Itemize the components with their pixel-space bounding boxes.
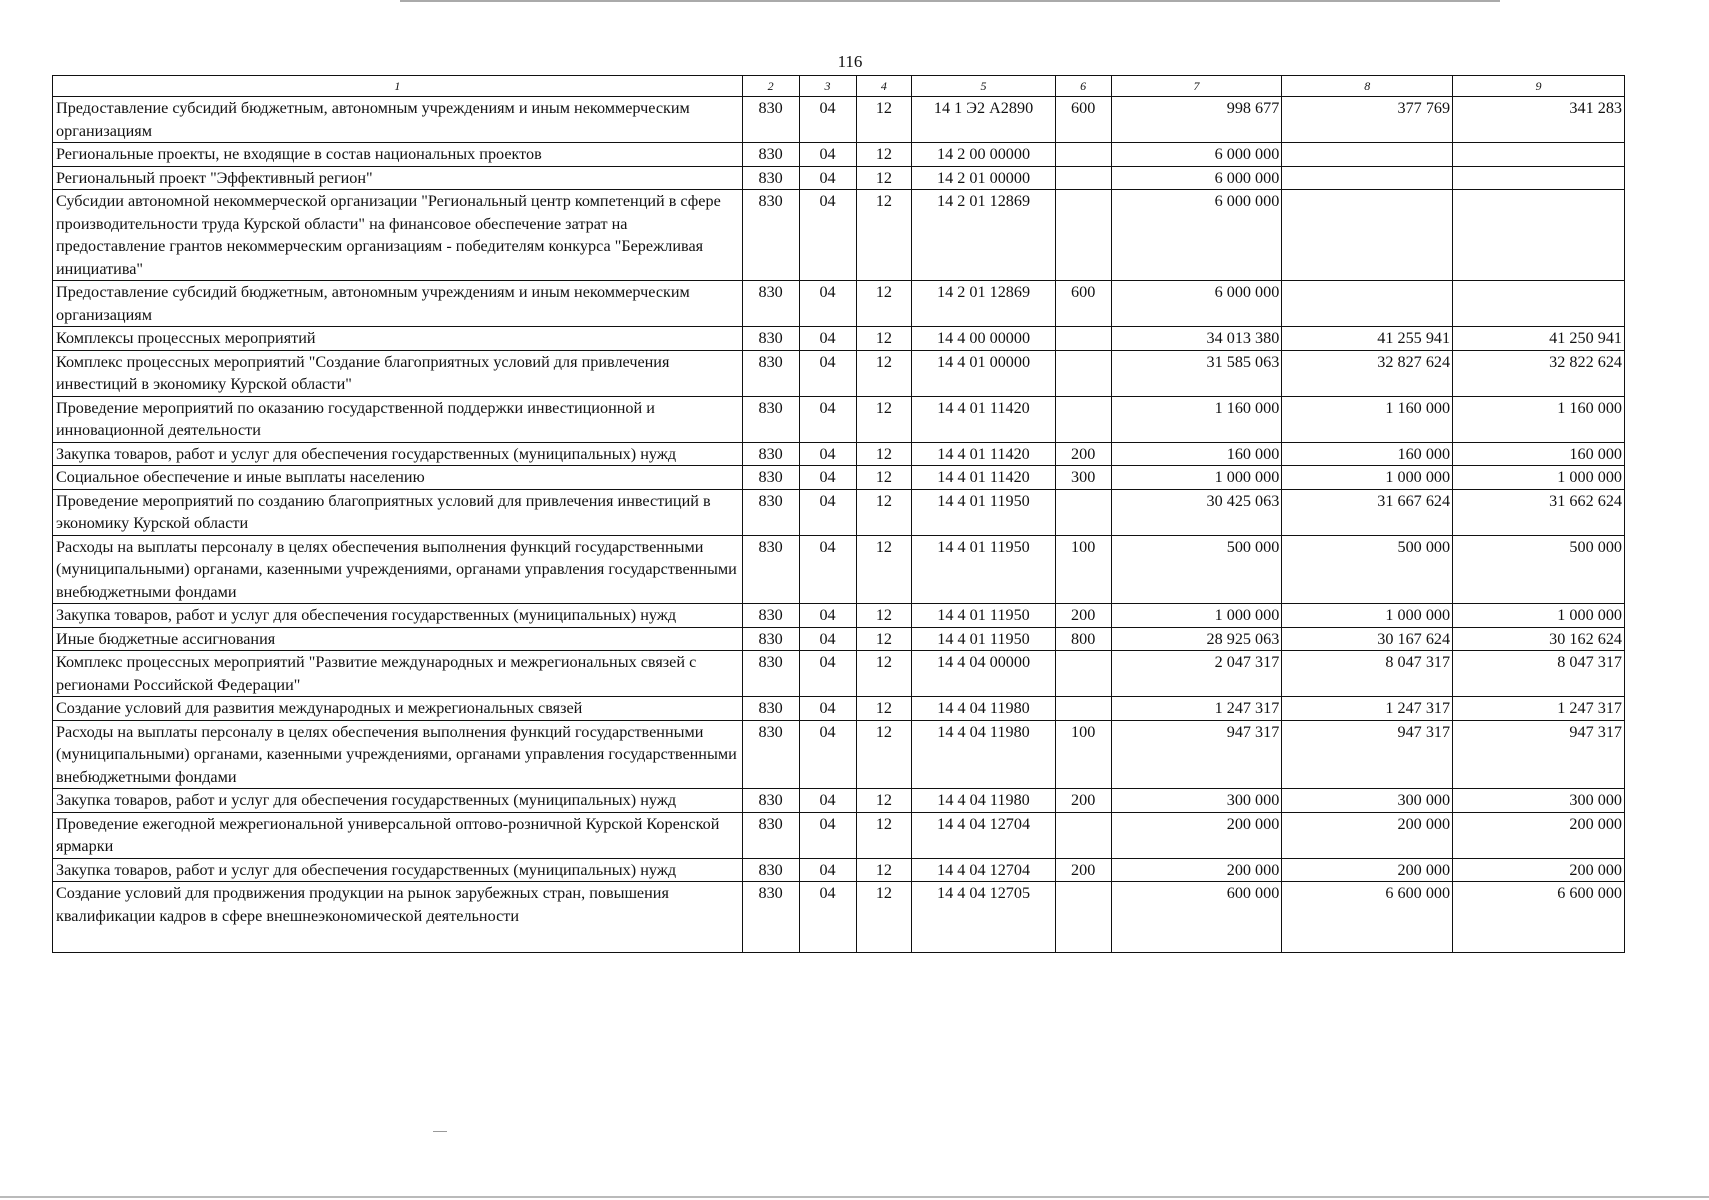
row-name: Создание условий для продвижения продукции на рынок зарубежных стран, повышения квалификации кадров в сфере внешнеэкономической деятельности [53, 882, 743, 953]
cell-amount-col9 [1453, 143, 1625, 167]
cell-admin-code: 830 [742, 489, 799, 535]
cell-expense-type [1055, 489, 1111, 535]
cell-target-article: 14 4 04 11980 [912, 789, 1055, 813]
table-row [53, 882, 1625, 953]
cell-amount-col7: 30 425 063 [1111, 489, 1282, 535]
scan-mark [433, 1131, 447, 1132]
cell-amount-col9 [1453, 190, 1625, 281]
cell-target-article: 14 4 01 00000 [912, 350, 1055, 396]
cell-amount-col8: 377 769 [1282, 97, 1453, 143]
header-col-1: 1 [53, 76, 743, 97]
cell-section: 04 [799, 396, 856, 442]
cell-expense-type [1055, 327, 1111, 351]
cell-target-article: 14 2 01 12869 [912, 281, 1055, 327]
cell-amount-col9: 300 000 [1453, 789, 1625, 813]
row-name: Закупка товаров, работ и услуг для обеспечения государственных (муниципальных) нужд [53, 442, 743, 466]
table-row [53, 535, 1625, 604]
header-col-3: 3 [799, 76, 856, 97]
cell-section: 04 [799, 789, 856, 813]
cell-amount-col9: 1 247 317 [1453, 697, 1625, 721]
cell-target-article: 14 2 01 12869 [912, 190, 1055, 281]
cell-amount-col9: 500 000 [1453, 535, 1625, 604]
cell-section: 04 [799, 651, 856, 697]
header-col-2: 2 [742, 76, 799, 97]
cell-admin-code: 830 [742, 720, 799, 789]
cell-target-article: 14 2 00 00000 [912, 143, 1055, 167]
budget-table [52, 75, 1625, 953]
table-row [53, 489, 1625, 535]
cell-subsection: 12 [856, 535, 912, 604]
cell-amount-col9: 200 000 [1453, 812, 1625, 858]
cell-amount-col8: 1 000 000 [1282, 466, 1453, 490]
cell-subsection: 12 [856, 489, 912, 535]
cell-admin-code: 830 [742, 627, 799, 651]
cell-section: 04 [799, 535, 856, 604]
cell-admin-code: 830 [742, 190, 799, 281]
cell-admin-code: 830 [742, 697, 799, 721]
cell-target-article: 14 4 04 00000 [912, 651, 1055, 697]
cell-subsection: 12 [856, 281, 912, 327]
row-name: Комплекс процессных мероприятий "Развитие международных и межрегиональных связей с регионами Российской Федерации" [53, 651, 743, 697]
cell-amount-col9: 200 000 [1453, 858, 1625, 882]
header-col-9: 9 [1453, 76, 1625, 97]
table-row [53, 789, 1625, 813]
row-name: Комплекс процессных мероприятий "Создание благоприятных условий для привлечения инвестиций в экономику Курской области" [53, 350, 743, 396]
header-row [53, 76, 1625, 97]
cell-expense-type [1055, 812, 1111, 858]
cell-amount-col8: 300 000 [1282, 789, 1453, 813]
cell-amount-col8 [1282, 143, 1453, 167]
cell-admin-code: 830 [742, 97, 799, 143]
cell-section: 04 [799, 143, 856, 167]
cell-amount-col9: 32 822 624 [1453, 350, 1625, 396]
row-name: Комплексы процессных мероприятий [53, 327, 743, 351]
cell-target-article: 14 4 04 11980 [912, 697, 1055, 721]
cell-amount-col8: 160 000 [1282, 442, 1453, 466]
cell-amount-col8: 30 167 624 [1282, 627, 1453, 651]
cell-amount-col9: 6 600 000 [1453, 882, 1625, 953]
cell-amount-col8: 947 317 [1282, 720, 1453, 789]
table-row [53, 651, 1625, 697]
cell-expense-type: 600 [1055, 281, 1111, 327]
row-name: Проведение мероприятий по созданию благоприятных условий для привлечения инвестиций в экономику Курской области [53, 489, 743, 535]
cell-expense-type [1055, 697, 1111, 721]
cell-section: 04 [799, 166, 856, 190]
cell-subsection: 12 [856, 327, 912, 351]
cell-amount-col8: 32 827 624 [1282, 350, 1453, 396]
cell-section: 04 [799, 697, 856, 721]
table-row [53, 720, 1625, 789]
cell-admin-code: 830 [742, 882, 799, 953]
table-row [53, 327, 1625, 351]
cell-amount-col9: 30 162 624 [1453, 627, 1625, 651]
cell-subsection: 12 [856, 350, 912, 396]
cell-expense-type [1055, 350, 1111, 396]
cell-amount-col8: 1 247 317 [1282, 697, 1453, 721]
cell-admin-code: 830 [742, 789, 799, 813]
table-row [53, 396, 1625, 442]
cell-amount-col8 [1282, 190, 1453, 281]
cell-target-article: 14 4 01 11950 [912, 604, 1055, 628]
cell-expense-type: 600 [1055, 97, 1111, 143]
cell-amount-col8: 200 000 [1282, 858, 1453, 882]
cell-amount-col7: 6 000 000 [1111, 143, 1282, 167]
row-name: Предоставление субсидий бюджетным, автономным учреждениям и иным некоммерческим организациям [53, 281, 743, 327]
cell-target-article: 14 4 04 12704 [912, 858, 1055, 882]
cell-subsection: 12 [856, 190, 912, 281]
cell-amount-col8: 8 047 317 [1282, 651, 1453, 697]
table-row [53, 350, 1625, 396]
cell-amount-col7: 200 000 [1111, 858, 1282, 882]
cell-amount-col7: 31 585 063 [1111, 350, 1282, 396]
cell-admin-code: 830 [742, 442, 799, 466]
cell-amount-col8: 41 255 941 [1282, 327, 1453, 351]
scan-edge-bottom [0, 1196, 1709, 1198]
cell-amount-col8: 31 667 624 [1282, 489, 1453, 535]
cell-subsection: 12 [856, 604, 912, 628]
row-name: Создание условий для развития международных и межрегиональных связей [53, 697, 743, 721]
row-name: Субсидии автономной некоммерческой организации "Региональный центр компетенций в сфере производительности труда Курской области" на финансовое обеспечение затрат на предоставление грантов некоммерческим организациям - победителям конкурса "Бережливая инициатива" [53, 190, 743, 281]
cell-target-article: 14 4 01 11950 [912, 535, 1055, 604]
cell-admin-code: 830 [742, 604, 799, 628]
cell-target-article: 14 4 04 12705 [912, 882, 1055, 953]
header-col-5: 5 [912, 76, 1055, 97]
cell-admin-code: 830 [742, 166, 799, 190]
cell-amount-col8: 6 600 000 [1282, 882, 1453, 953]
cell-admin-code: 830 [742, 281, 799, 327]
table-row [53, 697, 1625, 721]
cell-subsection: 12 [856, 396, 912, 442]
cell-target-article: 14 1 Э2 А2890 [912, 97, 1055, 143]
cell-amount-col7: 6 000 000 [1111, 281, 1282, 327]
table-row [53, 604, 1625, 628]
cell-admin-code: 830 [742, 651, 799, 697]
cell-target-article: 14 4 04 12704 [912, 812, 1055, 858]
table-row [53, 166, 1625, 190]
cell-expense-type [1055, 143, 1111, 167]
cell-admin-code: 830 [742, 812, 799, 858]
cell-amount-col9: 41 250 941 [1453, 327, 1625, 351]
cell-expense-type [1055, 166, 1111, 190]
cell-target-article: 14 4 01 11420 [912, 442, 1055, 466]
row-name: Региональный проект "Эффективный регион" [53, 166, 743, 190]
cell-subsection: 12 [856, 166, 912, 190]
cell-amount-col9: 947 317 [1453, 720, 1625, 789]
cell-expense-type [1055, 190, 1111, 281]
cell-expense-type [1055, 396, 1111, 442]
cell-section: 04 [799, 442, 856, 466]
row-name: Закупка товаров, работ и услуг для обеспечения государственных (муниципальных) нужд [53, 858, 743, 882]
cell-admin-code: 830 [742, 858, 799, 882]
table-body [53, 97, 1625, 953]
row-name: Социальное обеспечение и иные выплаты населению [53, 466, 743, 490]
cell-subsection: 12 [856, 97, 912, 143]
cell-admin-code: 830 [742, 535, 799, 604]
cell-expense-type: 800 [1055, 627, 1111, 651]
table-row [53, 858, 1625, 882]
cell-section: 04 [799, 627, 856, 651]
cell-amount-col7: 6 000 000 [1111, 190, 1282, 281]
header-col-4: 4 [856, 76, 912, 97]
scan-edge-top [400, 0, 1500, 2]
cell-admin-code: 830 [742, 143, 799, 167]
budget-table-container [52, 75, 1625, 953]
table-row [53, 442, 1625, 466]
row-name: Закупка товаров, работ и услуг для обеспечения государственных (муниципальных) нужд [53, 789, 743, 813]
cell-expense-type [1055, 882, 1111, 953]
cell-amount-col9 [1453, 281, 1625, 327]
cell-amount-col7: 160 000 [1111, 442, 1282, 466]
cell-target-article: 14 4 01 11950 [912, 489, 1055, 535]
cell-admin-code: 830 [742, 350, 799, 396]
cell-amount-col7: 1 247 317 [1111, 697, 1282, 721]
cell-subsection: 12 [856, 627, 912, 651]
cell-amount-col8 [1282, 166, 1453, 190]
header-col-7: 7 [1111, 76, 1282, 97]
cell-target-article: 14 4 01 11420 [912, 396, 1055, 442]
cell-amount-col7: 300 000 [1111, 789, 1282, 813]
cell-expense-type: 200 [1055, 442, 1111, 466]
cell-target-article: 14 4 00 00000 [912, 327, 1055, 351]
cell-amount-col9: 31 662 624 [1453, 489, 1625, 535]
cell-expense-type: 100 [1055, 535, 1111, 604]
cell-subsection: 12 [856, 651, 912, 697]
row-name: Расходы на выплаты персоналу в целях обеспечения выполнения функций государственными (муниципальными) органами, казенными учреждениями, органами управления государственными внебюджетными фондами [53, 720, 743, 789]
table-row [53, 143, 1625, 167]
table-row [53, 97, 1625, 143]
cell-subsection: 12 [856, 789, 912, 813]
cell-expense-type [1055, 651, 1111, 697]
cell-amount-col7: 947 317 [1111, 720, 1282, 789]
cell-amount-col9: 341 283 [1453, 97, 1625, 143]
cell-amount-col7: 1 160 000 [1111, 396, 1282, 442]
cell-amount-col7: 998 677 [1111, 97, 1282, 143]
cell-section: 04 [799, 812, 856, 858]
cell-amount-col7: 600 000 [1111, 882, 1282, 953]
cell-admin-code: 830 [742, 466, 799, 490]
cell-amount-col9: 1 000 000 [1453, 466, 1625, 490]
row-name: Расходы на выплаты персоналу в целях обеспечения выполнения функций государственными (муниципальными) органами, казенными учреждениями, органами управления государственными внебюджетными фондами [53, 535, 743, 604]
cell-amount-col7: 34 013 380 [1111, 327, 1282, 351]
row-name: Предоставление субсидий бюджетным, автономным учреждениям и иным некоммерческим организациям [53, 97, 743, 143]
cell-subsection: 12 [856, 697, 912, 721]
cell-section: 04 [799, 190, 856, 281]
table-row [53, 627, 1625, 651]
cell-amount-col8 [1282, 281, 1453, 327]
cell-amount-col8: 500 000 [1282, 535, 1453, 604]
row-name: Региональные проекты, не входящие в состав национальных проектов [53, 143, 743, 167]
cell-subsection: 12 [856, 812, 912, 858]
cell-amount-col7: 1 000 000 [1111, 604, 1282, 628]
row-name: Проведение мероприятий по оказанию государственной поддержки инвестиционной и инновационной деятельности [53, 396, 743, 442]
page-number: 116 [837, 52, 863, 71]
cell-amount-col9: 8 047 317 [1453, 651, 1625, 697]
cell-section: 04 [799, 97, 856, 143]
cell-subsection: 12 [856, 143, 912, 167]
cell-amount-col7: 6 000 000 [1111, 166, 1282, 190]
cell-amount-col8: 200 000 [1282, 812, 1453, 858]
cell-section: 04 [799, 281, 856, 327]
cell-section: 04 [799, 466, 856, 490]
cell-amount-col9: 1 000 000 [1453, 604, 1625, 628]
table-row [53, 281, 1625, 327]
cell-target-article: 14 4 01 11950 [912, 627, 1055, 651]
cell-subsection: 12 [856, 882, 912, 953]
cell-expense-type: 100 [1055, 720, 1111, 789]
cell-amount-col7: 2 047 317 [1111, 651, 1282, 697]
cell-admin-code: 830 [742, 396, 799, 442]
cell-expense-type: 300 [1055, 466, 1111, 490]
cell-expense-type: 200 [1055, 858, 1111, 882]
cell-amount-col8: 1 160 000 [1282, 396, 1453, 442]
cell-target-article: 14 4 01 11420 [912, 466, 1055, 490]
cell-amount-col9: 160 000 [1453, 442, 1625, 466]
row-name: Иные бюджетные ассигнования [53, 627, 743, 651]
cell-amount-col9 [1453, 166, 1625, 190]
cell-amount-col8: 1 000 000 [1282, 604, 1453, 628]
cell-amount-col7: 500 000 [1111, 535, 1282, 604]
cell-expense-type: 200 [1055, 789, 1111, 813]
cell-amount-col7: 1 000 000 [1111, 466, 1282, 490]
cell-section: 04 [799, 858, 856, 882]
cell-section: 04 [799, 489, 856, 535]
cell-target-article: 14 4 04 11980 [912, 720, 1055, 789]
header-col-8: 8 [1282, 76, 1453, 97]
cell-subsection: 12 [856, 858, 912, 882]
cell-subsection: 12 [856, 466, 912, 490]
cell-amount-col9: 1 160 000 [1453, 396, 1625, 442]
cell-section: 04 [799, 720, 856, 789]
cell-target-article: 14 2 01 00000 [912, 166, 1055, 190]
cell-section: 04 [799, 604, 856, 628]
cell-section: 04 [799, 327, 856, 351]
table-row [53, 190, 1625, 281]
cell-section: 04 [799, 350, 856, 396]
cell-amount-col7: 28 925 063 [1111, 627, 1282, 651]
cell-admin-code: 830 [742, 327, 799, 351]
cell-expense-type: 200 [1055, 604, 1111, 628]
cell-subsection: 12 [856, 442, 912, 466]
table-row [53, 466, 1625, 490]
cell-amount-col7: 200 000 [1111, 812, 1282, 858]
row-name: Проведение ежегодной межрегиональной универсальной оптово-розничной Курской Коренской ярмарки [53, 812, 743, 858]
cell-subsection: 12 [856, 720, 912, 789]
row-name: Закупка товаров, работ и услуг для обеспечения государственных (муниципальных) нужд [53, 604, 743, 628]
cell-section: 04 [799, 882, 856, 953]
header-col-6: 6 [1055, 76, 1111, 97]
table-row [53, 812, 1625, 858]
